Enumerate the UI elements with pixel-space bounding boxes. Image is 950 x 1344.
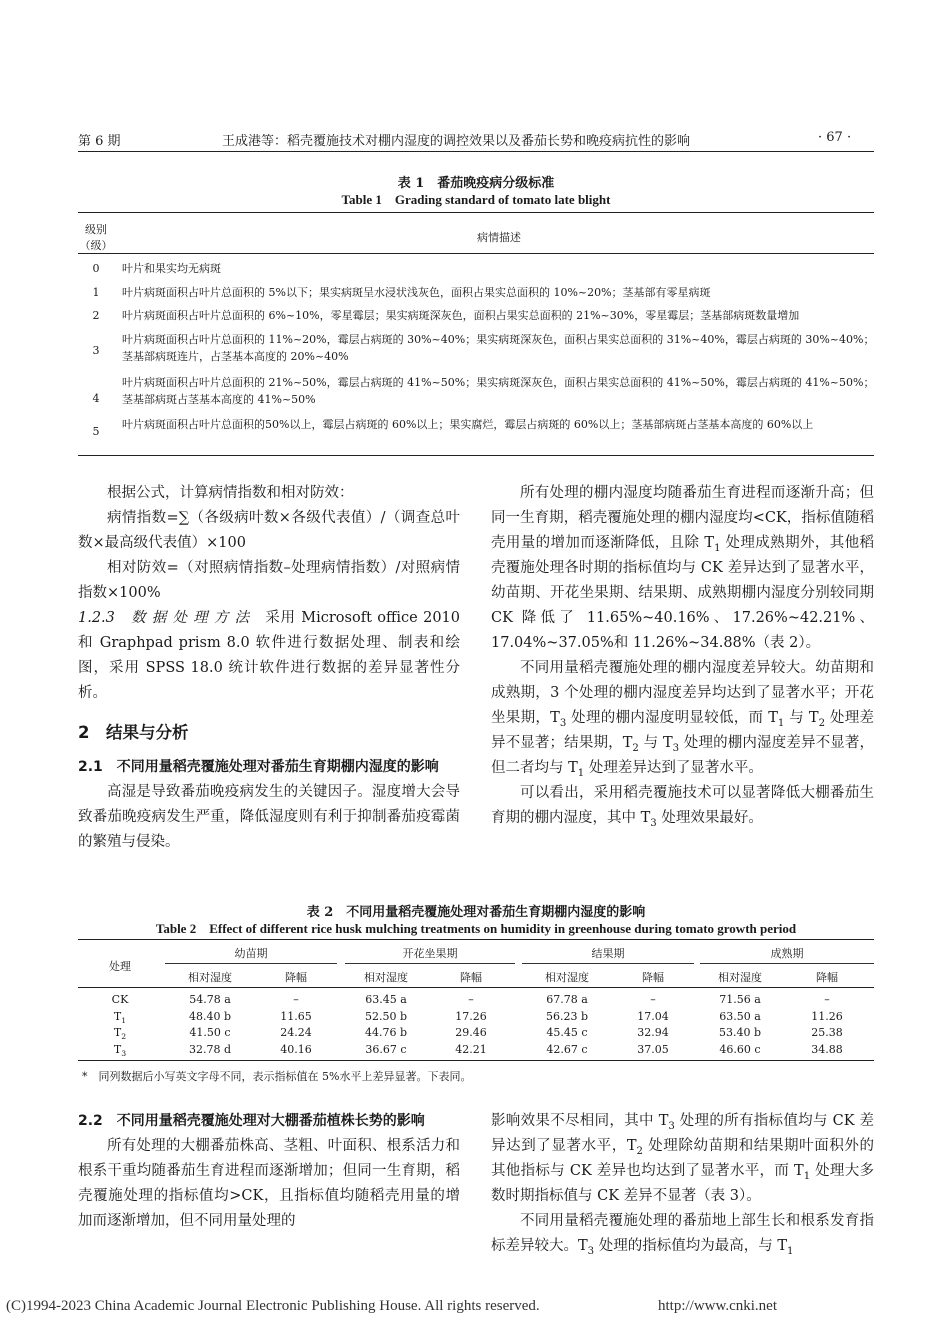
table-cell: 42.21 <box>455 1042 487 1056</box>
table2-bottom-rule <box>78 1060 874 1061</box>
table2-header-treatment: 处理 <box>109 960 131 973</box>
running-title: 王成港等：稻壳覆施技术对棚内湿度的调控效果以及番茄长势和晚疫病抗性的影响 <box>222 134 691 149</box>
table1-title-en: Table 1 Grading standard of tomato late blight <box>341 192 611 207</box>
table-cell: 32.78 d <box>188 1042 232 1056</box>
table-cell: 1 <box>92 286 100 299</box>
table2-sub-decrease: 降幅 <box>642 971 664 984</box>
paragraph: 可以看出，采用稻壳覆施技术可以显著降低大棚番茄生育期的棚内湿度，其中 $T_3$ 处理效果最好。 <box>491 785 874 829</box>
paragraph: 影响效果不尽相同，其中 $T_3$ 处理的所有指标值均与 CK 差异达到了显著水平，$T_2$ 处理除幼苗期和结果期叶面积外的其他指标与 CK 差异也均达到了显著水平，而 $T_1$ 处理大多数时期指标值与 CK 差异不显著（表 3）。 <box>491 1113 875 1204</box>
table-cell: $T_1$ <box>113 1009 127 1025</box>
right-column <box>491 481 874 831</box>
table-cell: 45.45 c <box>546 1026 588 1039</box>
table-cell: 46.60 c <box>719 1042 761 1056</box>
table2-header-rule <box>78 987 874 988</box>
table-cell: 67.78 a <box>546 993 588 1006</box>
formula-relative-effect: 相对防效=（对照病情指数–处理病情指数）/对照病情指数×100% <box>78 560 460 601</box>
table-cell: 17.04 <box>637 1009 669 1023</box>
table2-sub-rh: 相对湿度 <box>545 971 589 984</box>
table-cell: 2 <box>92 309 100 322</box>
table2-sub-decrease: 降幅 <box>285 971 307 984</box>
table-cell: 5 <box>92 425 100 438</box>
paragraph: 所有处理的棚内湿度均随番茄生育进程而逐渐升高；但同一生育期，稻壳覆施处理的棚内湿度均<CK，指标值随稻壳用量的增加而逐渐降低，且除 $T_1$ 处理成熟期外，其他稻壳覆施处理各时期的指标值均与 CK 差异达到了显著水平，幼苗期、开花坐果期、结果期、成熟期棚内湿度分别较同期 CK 降低了 11.65%~40.16%、17.26%~42.21%、17.04%~37.05%和 11.26%~34.88%（表 2）。 <box>491 485 875 651</box>
table1-title-cn: 表 1 番茄晚疫病分级标准 <box>397 176 555 191</box>
table-cell: 42.67 c <box>546 1042 588 1056</box>
table-cell: $T_3$ <box>113 1042 127 1058</box>
formula-disease-index: 病情指数=∑（各级病叶数×各级代表值）/（调查总叶数×最高级代表值）×100 <box>78 510 460 551</box>
table2-title-en: Table 2 Effect of different rice husk mulching treatments on humidity in greenhouse during tomato growth period <box>155 921 797 936</box>
table2-stage-ripening: 成熟期 <box>770 947 804 960</box>
table-cell: – <box>650 993 656 1006</box>
table-cell: 41.50 c <box>189 1026 231 1039</box>
paragraph: 不同用量稻壳覆施处理的番茄地上部生长和根系发育指标差异较大。$T_3$ 处理的指标值均为最高，与 $T_1$ <box>491 1213 874 1257</box>
table2-sub-rh: 相对湿度 <box>364 971 408 984</box>
divider <box>345 963 515 964</box>
paragraph: 高湿是导致番茄晚疫病发生的关键因子。湿度增大会导致番茄晚疫病发生严重，降低湿度则有利于抑制番茄疫霉菌的繁殖与侵染。 <box>78 784 460 850</box>
table-cell: 71.56 a <box>719 993 761 1006</box>
section-heading: 2 结果与分析 <box>78 723 189 742</box>
table-cell: 25.38 <box>811 1026 843 1039</box>
left-column <box>78 481 460 855</box>
table2-stage-seedling: 幼苗期 <box>234 947 268 960</box>
table-cell: 叶片病斑面积占叶片总面积的 5%以下；果实病斑呈水浸状浅灰色，面积占果实总面积的 10%~20%；茎基部有零星病斑 <box>122 286 711 299</box>
divider <box>522 963 694 964</box>
page-number: · 67 · <box>818 130 852 145</box>
table-cell: 17.26 <box>455 1009 487 1023</box>
table-cell: – <box>824 993 830 1006</box>
issue-number: 第 6 期 <box>78 134 121 149</box>
table-cell: 叶片病斑面积占叶片总面积的 6%~10%，零星霉层；果实病斑深灰色，面积占果实总面积的 21%~30%，零星霉层；茎基部病斑数量增加 <box>122 309 800 322</box>
divider <box>165 963 337 964</box>
table-cell: 54.78 a <box>189 993 231 1006</box>
table2-sub-rh: 相对湿度 <box>188 971 232 984</box>
subsection-heading: 2.1 不同用量稻壳覆施处理对番茄生育期棚内湿度的影响 <box>78 759 439 775</box>
table-cell: CK <box>111 993 129 1006</box>
table1-header-grade: 级别（级） <box>79 223 113 252</box>
table-cell: 63.50 a <box>719 1009 761 1023</box>
table2-sub-rh: 相对湿度 <box>718 971 762 984</box>
table-cell: 34.88 <box>811 1042 843 1056</box>
table-cell: 63.45 a <box>365 993 407 1006</box>
copyright-footer: (C)1994-2023 China Academic Journal Electronic Publishing House. All rights reserved. <box>6 1298 540 1314</box>
table-cell: 叶片病斑面积占叶片总面积的 11%~20%，霉层占病斑的 30%~40%；果实病斑深灰色，面积占果实总面积的 31%~40%，霉层占病斑的 30%~40%；茎基部病斑连片，占茎基本高度的 20%~40% <box>122 333 875 363</box>
table2-sub-decrease: 降幅 <box>460 971 482 984</box>
table-cell: 24.24 <box>280 1026 312 1039</box>
header-rule <box>78 151 874 152</box>
table-cell: 32.94 <box>637 1026 669 1039</box>
table-cell: 叶片病斑面积占叶片总面积的 21%~50%，霉层占病斑的 41%~50%；果实病斑深灰色，面积占果实总面积的 41%~50%，霉层占病斑的 41%~50%；茎基部病斑占茎基本高度的 41%~50% <box>122 376 875 406</box>
cnki-url[interactable]: http://www.cnki.net <box>658 1298 778 1314</box>
table-cell: 叶片病斑面积占叶片总面积的50%以上，霉层占病斑的 60%以上；果实腐烂，霉层占病斑的 60%以上；茎基部病斑占茎基本高度的 60%以上 <box>122 418 814 431</box>
right-column-lower <box>491 1109 874 1259</box>
table-cell: 4 <box>92 392 100 405</box>
table-cell: 37.05 <box>637 1042 669 1056</box>
subsection-heading: 2.2 不同用量稻壳覆施处理对大棚番茄植株长势的影响 <box>78 1113 425 1129</box>
table2-title-cn: 表 2 不同用量稻壳覆施处理对番茄生育期棚内湿度的影响 <box>306 905 646 920</box>
table1-header-rule <box>78 253 874 254</box>
table-cell: 52.50 b <box>364 1009 408 1023</box>
table1-top-rule <box>78 212 874 213</box>
divider <box>700 963 874 964</box>
table-cell: $T_2$ <box>113 1026 127 1042</box>
table2-sub-decrease: 降幅 <box>816 971 838 984</box>
table-cell: 44.76 b <box>364 1026 408 1039</box>
table-cell: 3 <box>92 344 100 357</box>
table2-stage-flowering: 开花坐果期 <box>402 947 458 960</box>
table1-header-desc: 病情描述 <box>477 231 521 244</box>
table2-stage-fruiting: 结果期 <box>591 947 625 960</box>
table-cell: 11.26 <box>811 1009 843 1023</box>
table-cell: 0 <box>92 262 100 275</box>
table-cell: 56.23 b <box>545 1009 589 1023</box>
table-cell: 29.46 <box>455 1026 487 1039</box>
table-cell: 叶片和果实均无病斑 <box>122 262 221 275</box>
paragraph: 根据公式，计算病情指数和相对防效： <box>107 485 354 501</box>
table2-top-rule <box>78 939 874 940</box>
table-cell: – <box>293 993 299 1006</box>
table-cell: 11.65 <box>280 1009 312 1023</box>
table-cell: 36.67 c <box>365 1042 407 1056</box>
table-cell: 53.40 b <box>718 1026 762 1039</box>
paragraph: 所有处理的大棚番茄株高、茎粗、叶面积、根系活力和根系干重均随番茄生育进程而逐渐增加；但同一生育期，稻壳覆施处理的指标值均>CK，且指标值均随稻壳用量的增加而逐渐增加，但不同用量处理的 <box>78 1138 460 1229</box>
table-cell: 48.40 b <box>188 1009 232 1023</box>
table-cell: – <box>468 993 474 1006</box>
subsection-heading: 1.2.3 数 据 处 理 方 法 <box>78 610 250 626</box>
table-cell: 40.16 <box>280 1042 312 1056</box>
table1-bottom-rule <box>78 455 874 456</box>
table2-note: * 同列数据后小写英文字母不同，表示指标值在 5%水平上差异显著。下表同。 <box>82 1070 472 1083</box>
paragraph: 不同用量稻壳覆施处理的棚内湿度差异较大。幼苗期和成熟期，3 个处理的棚内湿度差异均达到了显著水平；开花坐果期，$T_3$ 处理的棚内湿度明显较低，而 $T_1$ 与 $T_2$ 处理差异不显著；结果期，$T_2$ 与 $T_3$ 处理的棚内湿度差异不显著，但二者均与 $T_1$ 处理差异达到了显著水平。 <box>491 660 875 779</box>
left-column-lower <box>78 1109 460 1234</box>
paragraph: 采用 Microsoft office 2010 和 Graphpad prism 8.0 软件进行数据处理、制表和绘图，采用 SPSS 18.0 统计软件进行数据的差异显著性分析。 <box>78 610 460 701</box>
